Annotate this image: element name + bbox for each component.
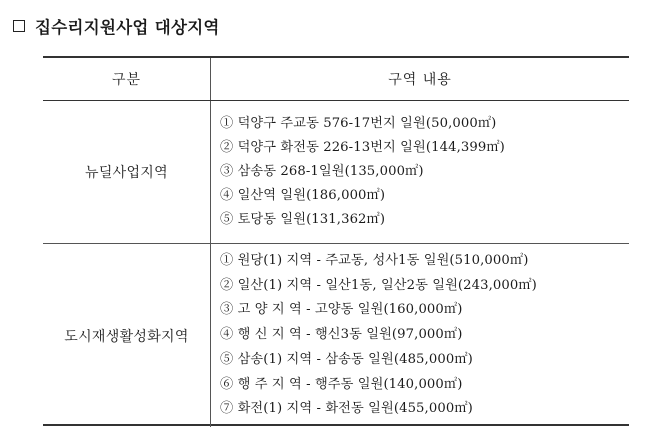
list-item: ② 덕양구 화전동 226-13번지 일원(144,399㎡) xyxy=(220,140,505,155)
list-item: ⑦ 화전(1) 지역 - 화전동 일원(455,000㎡) xyxy=(220,401,473,417)
section-heading xyxy=(13,12,220,40)
header-area-content: 구역 내용 xyxy=(211,58,630,101)
list-item: ③ 고 양 지 역 - 고양동 일원(160,000㎡) xyxy=(220,302,463,318)
area-list xyxy=(220,249,629,423)
table-row xyxy=(43,101,629,244)
list-item: ⑤ 토당동 일원(131,362㎡) xyxy=(220,212,386,227)
target-area-table xyxy=(43,56,629,426)
list-item: ② 일산(1) 지역 - 일산1동, 일산2동 일원(243,000㎡) xyxy=(220,277,537,293)
list-item: ⑤ 삼송(1) 지역 - 삼송동 일원(485,000㎡) xyxy=(220,351,473,367)
header-category: 구분 xyxy=(43,58,211,101)
page-title: 집수리지원사업 대상지역 xyxy=(35,18,220,37)
list-item: ④ 일산역 일원(186,000㎡) xyxy=(220,188,386,203)
table-row xyxy=(43,244,629,428)
row-category: 도시재생활성화지역 xyxy=(43,244,211,428)
list-item: ① 원당(1) 지역 - 주교동, 성사1동 일원(510,000㎡) xyxy=(220,252,529,268)
table xyxy=(43,58,629,427)
list-item: ③ 삼송동 268-1일원(135,000㎡) xyxy=(220,164,424,179)
row-category: 뉴딜사업지역 xyxy=(43,101,211,244)
table-header-row xyxy=(43,58,629,101)
checkbox-square-icon xyxy=(13,20,25,32)
list-item: ① 덕양구 주교동 576-17번지 일원(50,000㎡) xyxy=(220,116,497,131)
row-items xyxy=(211,244,630,428)
row-items xyxy=(211,101,630,244)
area-list xyxy=(220,112,629,232)
list-item: ④ 행 신 지 역 - 행신3동 일원(97,000㎡) xyxy=(220,327,463,343)
list-item: ⑥ 행 주 지 역 - 행주동 일원(140,000㎡) xyxy=(220,376,463,392)
